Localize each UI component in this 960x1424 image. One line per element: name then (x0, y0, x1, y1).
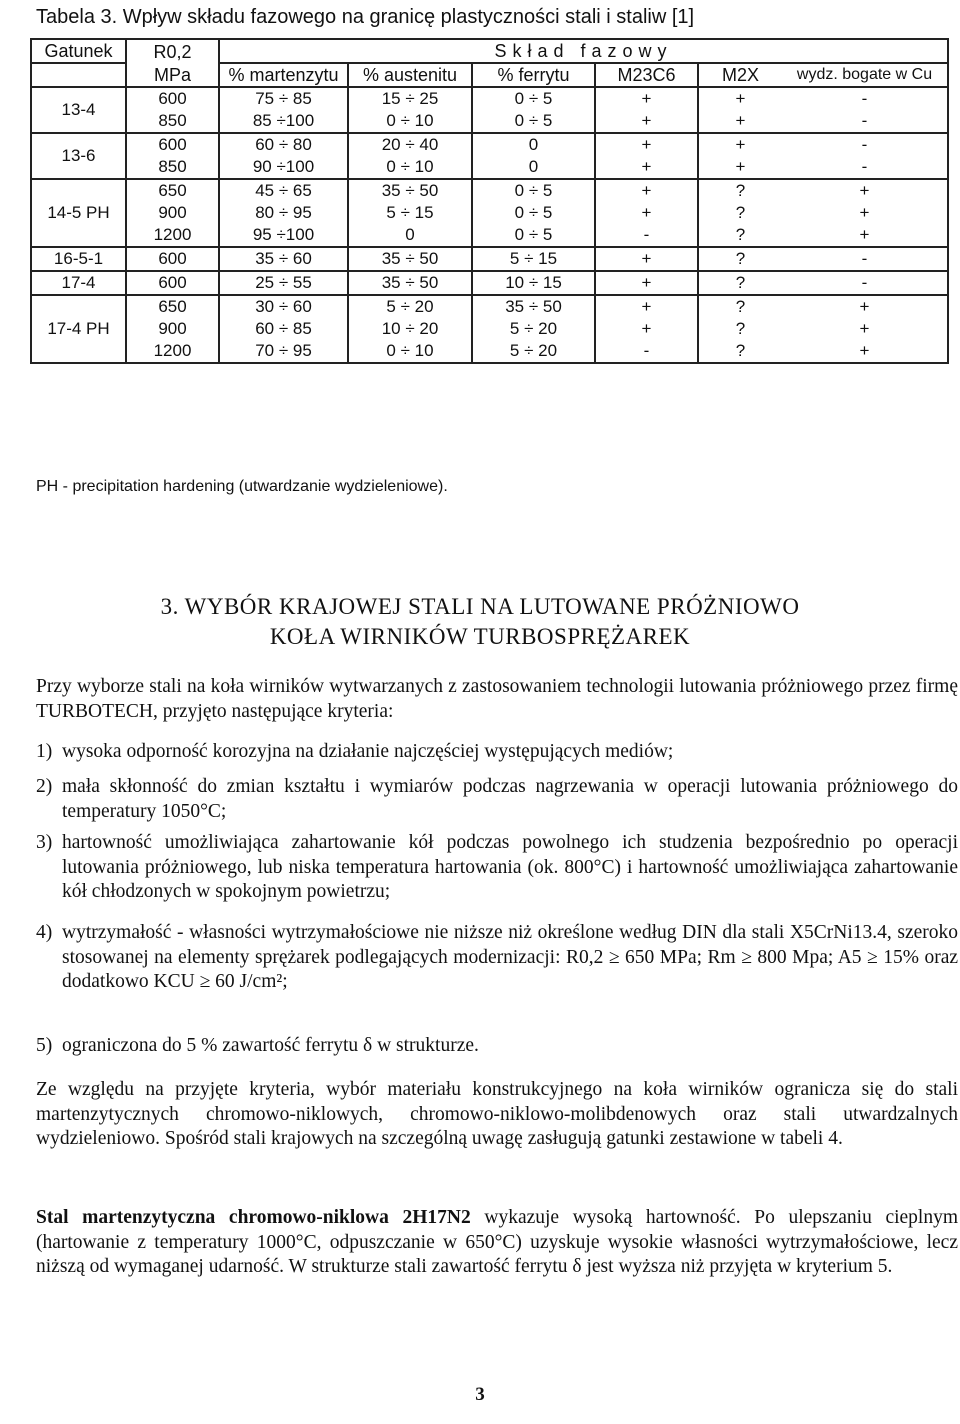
section-heading (0, 592, 960, 652)
grade-cell: 13-4 (31, 87, 126, 133)
table-cell: + (595, 318, 698, 340)
table-cell: 600 (126, 247, 219, 271)
table-cell: 95 ÷100 (219, 224, 348, 247)
table-cell: - (782, 247, 948, 271)
criteria-text: hartowność umożliwiająca zahartowanie kół podczas powolnego ich studzenia bezpośrednio po operacji lutowania próżniowego, lub niska temperatura hartowania (ok. 800°C) i hartowność umożliwiająca zahartowanie kół chłodzonych w spokojnym powietrzu; (62, 832, 958, 902)
table-row (31, 179, 948, 202)
table-cell: 85 ÷100 (219, 110, 348, 133)
table-row (31, 247, 948, 271)
table-cell: ? (698, 247, 782, 271)
header-austenit: % austenitu (348, 63, 472, 87)
grade-cell: 13-6 (31, 133, 126, 179)
table-cell: 0 ÷ 5 (472, 110, 595, 133)
table-cell: 0 ÷ 5 (472, 224, 595, 247)
phase-composition-table (30, 38, 949, 364)
table-cell: 0 ÷ 5 (472, 87, 595, 110)
table-cell: 0 (472, 156, 595, 179)
header-gatunek: Gatunek (31, 39, 126, 63)
table-cell: 80 ÷ 95 (219, 202, 348, 224)
criteria-number: 3) (36, 832, 53, 853)
table-cell: 75 ÷ 85 (219, 87, 348, 110)
table-cell: + (595, 179, 698, 202)
header-blank (31, 63, 126, 87)
criteria-text: mała skłonność do zmian kształtu i wymiarów podczas nagrzewania w operacji lutowania próżniowego do temperatury 1050°C; (62, 776, 958, 822)
table-row (31, 87, 948, 110)
table-cell: ? (698, 224, 782, 247)
criteria-item (36, 831, 958, 905)
table-row (31, 340, 948, 363)
table-cell: + (595, 156, 698, 179)
table-cell: + (595, 110, 698, 133)
table-cell: 35 ÷ 50 (348, 271, 472, 295)
table-cell: 90 ÷100 (219, 156, 348, 179)
table-cell: ? (735, 181, 746, 200)
table-cell: - (782, 87, 948, 110)
table-cell: 5 ÷ 20 (472, 318, 595, 340)
table-cell: + (782, 318, 948, 340)
criteria-item (36, 740, 958, 765)
criteria-number: 5) (36, 1035, 53, 1056)
table-cell: 0 ÷ 10 (348, 156, 472, 179)
table-cell: 0 ÷ 5 (472, 202, 595, 224)
table-cell: ? (735, 203, 746, 222)
table-cell: + (595, 202, 698, 224)
table-cell: + (782, 202, 948, 224)
table-cell: 25 ÷ 55 (219, 271, 348, 295)
table-cell: 35 ÷ 50 (472, 295, 595, 318)
paragraph-3-rest: wykazuje wysoką hartowność. Po ulepszaniu cieplnym (hartowanie z temperatury 1000°C, odpuszczanie w 650°C) uzyskuje wysokie własności wytrzymałościowe, lecz niższą od wymaganej udarność. W strukturze stali zawartość ferrytu δ jest wyższa niż przyjęta w kryterium 5. (36, 1207, 959, 1277)
table-row (31, 133, 948, 156)
grade-cell: 16-5-1 (31, 247, 126, 271)
table-cell: 70 ÷ 95 (219, 340, 348, 363)
table-cell: ? (735, 319, 746, 338)
header-sklad-fazowy: Skład fazowy (219, 39, 948, 63)
table-cell: ? (735, 297, 746, 316)
table-row (31, 110, 948, 133)
criteria-item (36, 921, 958, 995)
table-cell: 900 (126, 318, 219, 340)
table-cell: 650 (126, 179, 219, 202)
heading-line-2: KOŁA WIRNIKÓW TURBOSPRĘŻAREK (269, 624, 691, 649)
table-cell: + (595, 295, 698, 318)
table-cell: - (595, 224, 698, 247)
header-m2x: M2X (698, 63, 782, 87)
table-cell: ? (698, 340, 782, 363)
table-row (31, 224, 948, 247)
table-cell: + (782, 179, 948, 202)
header-unit: MPa (126, 63, 219, 87)
table-cell: 60 ÷ 85 (219, 318, 348, 340)
header-r02: R0,2 (126, 39, 219, 63)
table-cell: 850 (126, 156, 219, 179)
paragraph-3-bold: Stal martenzytyczna chromowo-niklowa 2H17N2 (36, 1207, 471, 1228)
table-cell: - (782, 156, 948, 179)
table-cell: + (698, 156, 782, 179)
table-cell: + (735, 135, 746, 154)
table-cell: + (782, 224, 948, 247)
header-ferryt: % ferrytu (472, 63, 595, 87)
table-cell: 1200 (126, 340, 219, 363)
table-cell: 45 ÷ 65 (219, 179, 348, 202)
table-cell: - (595, 340, 698, 363)
criteria-text: ograniczona do 5 % zawartość ferrytu δ w strukturze. (62, 1035, 479, 1056)
table-cell: + (735, 89, 746, 108)
table-caption: Tabela 3. Wpływ składu fazowego na granicę plastyczności stali i staliw [1] (36, 6, 695, 28)
intro-paragraph: Przy wyborze stali na koła wirników wytwarzanych z zastosowaniem technologii lutowania próżniowego przez firmę TURBOTECH, przyjęto następujące kryteria: (36, 676, 958, 722)
table-cell: - (782, 133, 948, 156)
table-cell: 0 ÷ 10 (348, 110, 472, 133)
table-row (31, 202, 948, 224)
grade-cell: 14-5 PH (31, 179, 126, 247)
table-cell: + (698, 110, 782, 133)
criteria-number: 1) (36, 741, 53, 762)
paragraph-2: Ze względu na przyjęte kryteria, wybór materiału konstrukcyjnego na koła wirników ogranicza się do stali martenzytycznych chromowo-niklowych, chromowo-niklowo-molibdenowych oraz stali utwardzalnych wydzieleniowo. Spośród stali krajowych na szczególną uwagę zasługują gatunki zestawione w tabeli 4. (36, 1079, 958, 1149)
table-row (31, 156, 948, 179)
table-cell: 35 ÷ 60 (219, 247, 348, 271)
page-number: 3 (475, 1384, 485, 1405)
table-cell: 600 (126, 87, 219, 110)
grade-cell: 17-4 (31, 271, 126, 295)
table-row (31, 318, 948, 340)
table-cell: 600 (126, 133, 219, 156)
criteria-number: 2) (36, 776, 53, 797)
table-cell: 5 ÷ 15 (472, 247, 595, 271)
table-cell: + (595, 87, 698, 110)
table-cell: 5 ÷ 20 (472, 340, 595, 363)
table-cell: 35 ÷ 50 (348, 247, 472, 271)
table-row (31, 295, 948, 318)
header-m23c6: M23C6 (595, 63, 698, 87)
table-cell: 1200 (126, 224, 219, 247)
table-cell: 600 (126, 271, 219, 295)
table-cell: 900 (126, 202, 219, 224)
criteria-number: 4) (36, 922, 53, 943)
criteria-item (36, 775, 958, 824)
header-cu: wydz. bogate w Cu (782, 63, 948, 87)
table-cell: 20 ÷ 40 (348, 133, 472, 156)
table-cell: 0 ÷ 10 (348, 340, 472, 363)
table-cell: - (782, 110, 948, 133)
heading-line-1: 3. WYBÓR KRAJOWEJ STALI NA LUTOWANE PRÓŻNIOWO (160, 594, 800, 619)
table-cell: - (782, 271, 948, 295)
grade-cell: 17-4 PH (31, 295, 126, 363)
header-martenzyt: % martenzytu (219, 63, 348, 87)
criteria-text: wytrzymałość - własności wytrzymałościowe nie niższe niż określone według DIN dla stali X5CrNi13.4, szeroko stosowanej na elementy sprężarek podlegających modernizacji: R0,2 ≥ 650 MPa; Rm ≥ 800 Mpa; A5 ≥ 15% oraz dodatkowo KCU ≥ 60 J/cm²; (62, 922, 958, 992)
table-cell: 0 ÷ 5 (472, 179, 595, 202)
table-note: PH - precipitation hardening (utwardzanie wydzieleniowe). (36, 478, 448, 495)
table-cell: + (595, 133, 698, 156)
table-cell: 850 (126, 110, 219, 133)
criteria-text: wysoka odporność korozyjna na działanie najczęściej występujących mediów; (62, 741, 674, 762)
table-cell: + (595, 247, 698, 271)
table-cell: 35 ÷ 50 (348, 179, 472, 202)
table-cell: + (782, 340, 948, 363)
paragraph-3 (36, 1206, 958, 1280)
table-cell: 10 ÷ 20 (348, 318, 472, 340)
table-cell: 650 (126, 295, 219, 318)
table-row (31, 271, 948, 295)
table-cell: + (782, 295, 948, 318)
table-cell: ? (698, 271, 782, 295)
table-cell: 5 ÷ 20 (348, 295, 472, 318)
criteria-item (36, 1034, 958, 1059)
table-cell: 0 (472, 133, 595, 156)
table-cell: 60 ÷ 80 (219, 133, 348, 156)
table-cell: 15 ÷ 25 (348, 87, 472, 110)
table-cell: 30 ÷ 60 (219, 295, 348, 318)
table-cell: + (595, 271, 698, 295)
table-cell: 10 ÷ 15 (472, 271, 595, 295)
table-cell: 5 ÷ 15 (348, 202, 472, 224)
table-cell: 0 (348, 224, 472, 247)
